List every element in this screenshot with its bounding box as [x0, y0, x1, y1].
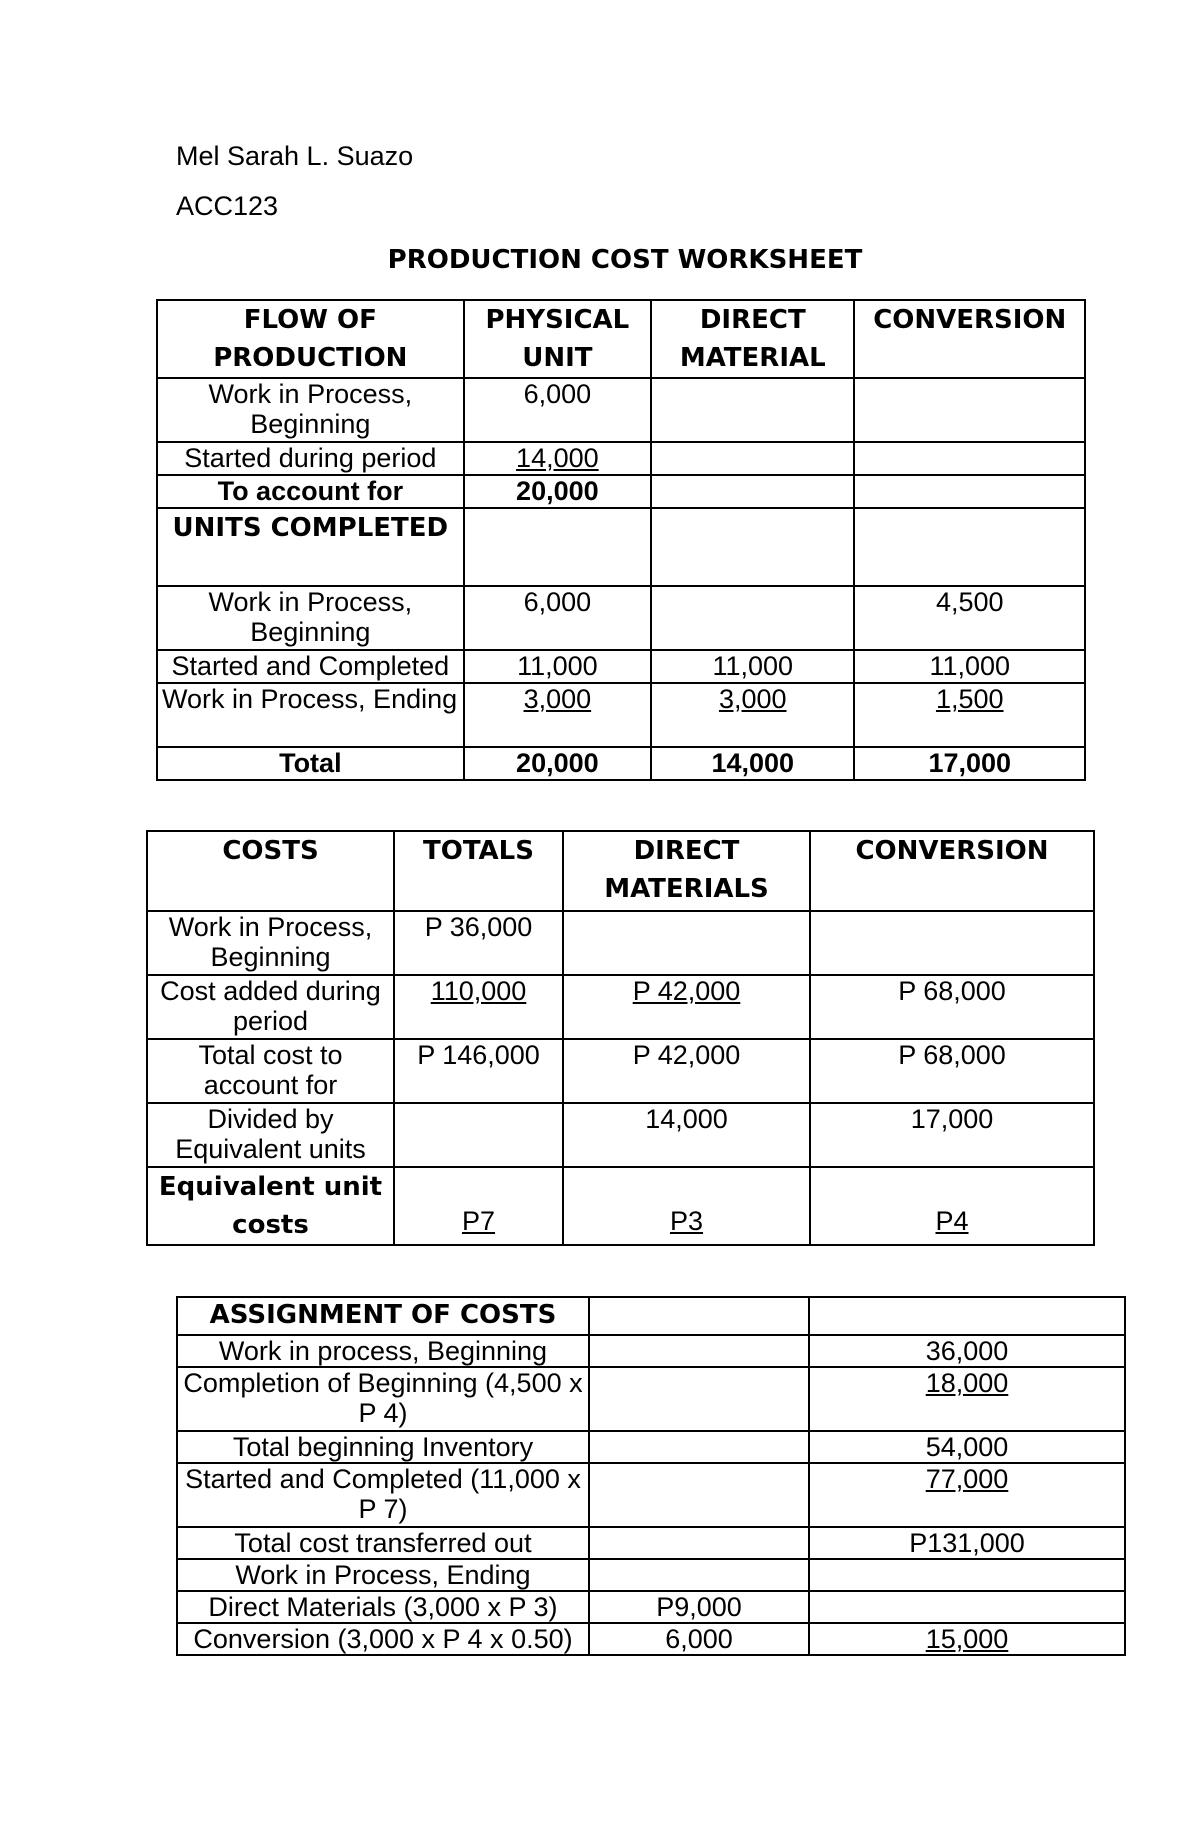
row-label: Work in Process, Beginning — [157, 586, 464, 650]
mid-cell: 6,000 — [589, 1623, 809, 1655]
table-row — [157, 586, 1085, 650]
amount-cell: 54,000 — [809, 1431, 1125, 1463]
conversion-cell — [854, 442, 1085, 475]
underlined-value: 18,000 — [925, 1368, 1009, 1398]
column-header: CONVERSION — [854, 300, 1085, 378]
empty-header-cell — [809, 1297, 1125, 1335]
costs-table — [146, 830, 1095, 1246]
mid-cell — [589, 1463, 809, 1527]
worksheet-title: PRODUCTION COST WORKSHEET — [387, 245, 863, 275]
row-label: Started and Completed (11,000 x P 7) — [177, 1463, 589, 1527]
author-name: Mel Sarah L. Suazo — [176, 141, 414, 171]
mid-cell — [589, 1431, 809, 1463]
table-header-row — [147, 831, 1094, 911]
physical-unit-cell: 6,000 — [464, 586, 651, 650]
direct-materials-cell — [563, 911, 810, 975]
column-header: FLOW OF PRODUCTION — [157, 300, 464, 378]
mid-cell — [589, 1559, 809, 1591]
row-label: Conversion (3,000 x P 4 x 0.50) — [177, 1623, 589, 1655]
conversion-cell: 4,500 — [854, 586, 1085, 650]
table-row — [177, 1559, 1125, 1591]
amount-cell: P131,000 — [809, 1527, 1125, 1559]
conversion-cell: P 68,000 — [810, 975, 1094, 1039]
table-row — [177, 1335, 1125, 1367]
underlined-value: P 42,000 — [632, 976, 741, 1006]
row-label: Cost added during period — [147, 975, 394, 1039]
physical-unit-cell: 11,000 — [464, 650, 651, 683]
direct-material-cell — [651, 475, 854, 508]
row-label: Work in Process, Beginning — [147, 911, 394, 975]
underlined-value: P4 — [935, 1206, 969, 1236]
course-code: ACC123 — [176, 191, 279, 221]
column-header: DIRECT MATERIAL — [651, 300, 854, 378]
amount-cell — [809, 1367, 1125, 1431]
row-label: Total — [157, 747, 464, 780]
row-label: Started during period — [157, 442, 464, 475]
amount-cell — [809, 1559, 1125, 1591]
section-header-row — [157, 508, 1085, 586]
direct-materials-cell — [563, 1167, 810, 1245]
section-label: UNITS COMPLETED — [157, 508, 464, 586]
total-row — [157, 747, 1085, 780]
conversion-cell: 11,000 — [854, 650, 1085, 683]
underlined-value: 15,000 — [925, 1624, 1009, 1654]
mid-cell — [589, 1527, 809, 1559]
physical-unit-cell: 6,000 — [464, 378, 651, 442]
row-label: Work in Process, Ending — [157, 683, 464, 747]
empty-header-cell — [589, 1297, 809, 1335]
table-row — [157, 650, 1085, 683]
underlined-value: 3,000 — [718, 684, 787, 714]
amount-cell — [809, 1623, 1125, 1655]
mid-cell — [589, 1367, 809, 1431]
direct-material-cell — [651, 378, 854, 442]
direct-material-cell: 11,000 — [651, 650, 854, 683]
table-row — [177, 1591, 1125, 1623]
direct-material-cell: 14,000 — [651, 747, 854, 780]
table-row — [157, 442, 1085, 475]
conversion-cell: P 68,000 — [810, 1039, 1094, 1103]
conversion-cell — [854, 475, 1085, 508]
row-label: To account for — [157, 475, 464, 508]
row-label: Work in Process, Ending — [177, 1559, 589, 1591]
row-label: Total beginning Inventory — [177, 1431, 589, 1463]
assignment-of-costs-table — [176, 1296, 1126, 1656]
totals-cell — [394, 975, 563, 1039]
row-label: Direct Materials (3,000 x P 3) — [177, 1591, 589, 1623]
table-row — [177, 1527, 1125, 1559]
row-label: Work in Process, Beginning — [157, 378, 464, 442]
table-row — [157, 683, 1085, 747]
table-row — [177, 1463, 1125, 1527]
table-row — [177, 1623, 1125, 1655]
column-header: CONVERSION — [810, 831, 1094, 911]
row-label: Total cost to account for — [147, 1039, 394, 1103]
row-label: Started and Completed — [157, 650, 464, 683]
direct-materials-cell: P 42,000 — [563, 1039, 810, 1103]
physical-unit-cell — [464, 508, 651, 586]
table-row — [147, 1103, 1094, 1167]
underlined-value: 77,000 — [925, 1464, 1009, 1494]
underlined-value: P7 — [461, 1206, 496, 1236]
physical-unit-cell — [464, 442, 651, 475]
row-label: Equivalent unit costs — [147, 1167, 394, 1245]
row-label: Work in process, Beginning — [177, 1335, 589, 1367]
unit-cost-row — [147, 1167, 1094, 1245]
mid-cell — [589, 1335, 809, 1367]
totals-cell — [394, 1103, 563, 1167]
underlined-value: 110,000 — [430, 976, 527, 1006]
column-header: COSTS — [147, 831, 394, 911]
row-label: Total cost transferred out — [177, 1527, 589, 1559]
conversion-cell — [810, 911, 1094, 975]
conversion-cell — [854, 508, 1085, 586]
row-label: Completion of Beginning (4,500 x P 4) — [177, 1367, 589, 1431]
direct-materials-cell: 14,000 — [563, 1103, 810, 1167]
direct-material-cell — [651, 586, 854, 650]
direct-material-cell — [651, 683, 854, 747]
column-header: TOTALS — [394, 831, 563, 911]
underlined-value: 1,500 — [935, 684, 1004, 714]
table-header-row — [177, 1297, 1125, 1335]
conversion-cell — [810, 1167, 1094, 1245]
table-row — [147, 975, 1094, 1039]
table-row — [157, 475, 1085, 508]
direct-materials-cell — [563, 975, 810, 1039]
table-row — [147, 911, 1094, 975]
table-row — [177, 1367, 1125, 1431]
column-header: ASSIGNMENT OF COSTS — [177, 1297, 589, 1335]
physical-unit-cell — [464, 683, 651, 747]
underlined-value: 14,000 — [516, 443, 599, 473]
mid-cell: P9,000 — [589, 1591, 809, 1623]
amount-cell: 36,000 — [809, 1335, 1125, 1367]
flow-of-production-table — [156, 299, 1086, 781]
amount-cell — [809, 1463, 1125, 1527]
physical-unit-cell: 20,000 — [464, 747, 651, 780]
conversion-cell — [854, 378, 1085, 442]
direct-material-cell — [651, 442, 854, 475]
conversion-cell: 17,000 — [854, 747, 1085, 780]
direct-material-cell — [651, 508, 854, 586]
amount-cell — [809, 1591, 1125, 1623]
column-header: PHYSICAL UNIT — [464, 300, 651, 378]
totals-cell: P 36,000 — [394, 911, 563, 975]
underlined-value: P3 — [669, 1206, 704, 1236]
table-header-row — [157, 300, 1085, 378]
totals-cell — [394, 1167, 563, 1245]
column-header: DIRECT MATERIALS — [563, 831, 810, 911]
table-row — [147, 1039, 1094, 1103]
underlined-value: 3,000 — [523, 684, 592, 714]
table-row — [177, 1431, 1125, 1463]
row-label: Divided by Equivalent units — [147, 1103, 394, 1167]
table-row — [157, 378, 1085, 442]
conversion-cell — [854, 683, 1085, 747]
conversion-cell: 17,000 — [810, 1103, 1094, 1167]
physical-unit-cell: 20,000 — [464, 475, 651, 508]
totals-cell: P 146,000 — [394, 1039, 563, 1103]
